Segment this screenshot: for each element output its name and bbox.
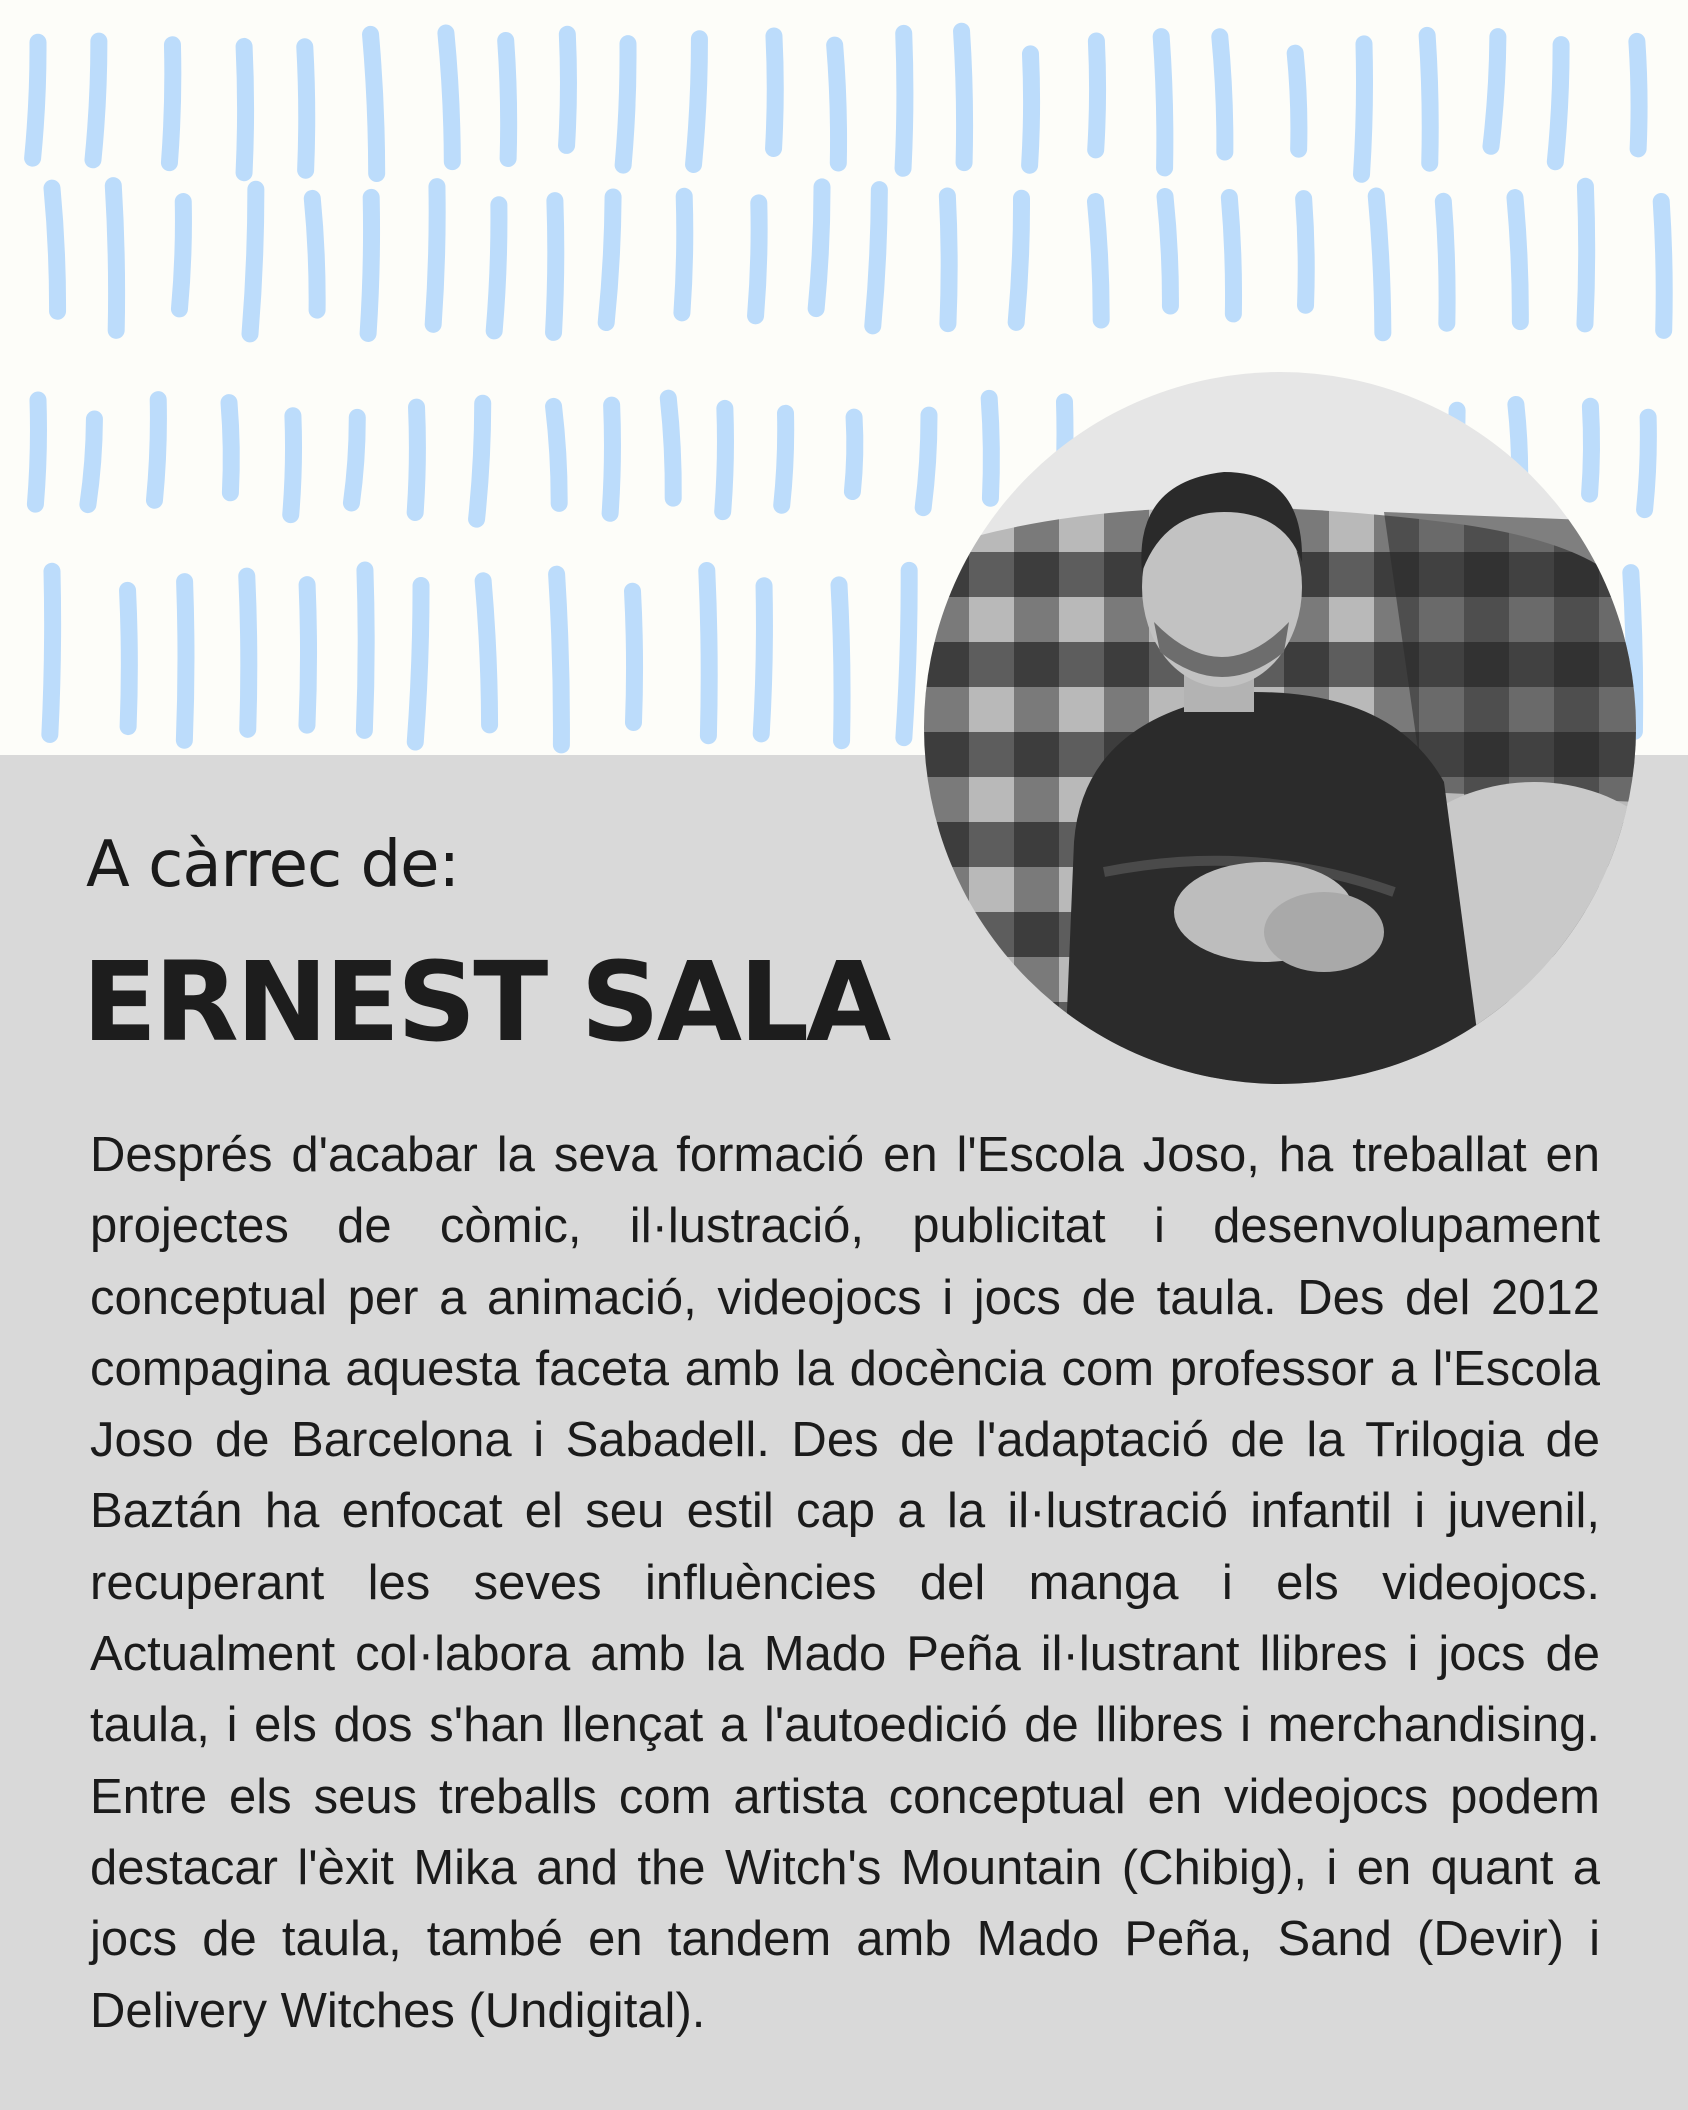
- brush-stroke: [1095, 202, 1101, 320]
- brush-stroke: [113, 186, 116, 331]
- brush-stroke: [903, 33, 905, 168]
- brush-stroke: [494, 205, 499, 331]
- brush-stroke: [682, 196, 685, 313]
- brush-stroke: [694, 39, 700, 165]
- brush-stroke: [557, 574, 562, 745]
- brush-stroke: [250, 189, 256, 334]
- brush-stroke: [229, 403, 231, 493]
- brush-stroke: [371, 34, 377, 173]
- brush-stroke: [433, 187, 437, 325]
- brush-stroke: [179, 202, 183, 309]
- brush-stroke: [668, 398, 673, 498]
- brush-stroke: [244, 46, 246, 172]
- brush-stroke: [364, 570, 366, 730]
- brush-stroke: [169, 45, 172, 163]
- brush-stroke: [947, 196, 949, 324]
- brush-stroke: [415, 407, 417, 512]
- brush-stroke: [1362, 44, 1365, 174]
- brush-stroke: [312, 198, 317, 310]
- brush-stroke: [707, 570, 709, 735]
- brush-stroke: [1295, 53, 1299, 149]
- brush-stroke: [1376, 196, 1383, 333]
- brush-stroke: [782, 413, 786, 505]
- brush-stroke: [88, 419, 95, 505]
- brush-stroke: [483, 581, 489, 725]
- brush-stroke: [567, 34, 569, 145]
- brush-stroke: [633, 591, 635, 722]
- brush-stroke: [291, 416, 294, 515]
- brush-stroke: [52, 188, 58, 311]
- brush-stroke: [1585, 186, 1587, 324]
- brush-stroke: [305, 47, 307, 170]
- brush-stroke: [1515, 198, 1520, 322]
- brush-stroke: [1491, 37, 1498, 147]
- brush-stroke: [128, 590, 130, 726]
- brush-stroke: [1661, 201, 1664, 330]
- brush-stroke: [477, 403, 483, 519]
- brush-stroke: [554, 406, 560, 503]
- brush-stroke: [756, 203, 760, 316]
- brush-stroke: [506, 40, 509, 158]
- brush-stroke: [904, 570, 909, 737]
- brush-stroke: [852, 417, 854, 491]
- brush-stroke: [307, 585, 309, 726]
- brush-stroke: [723, 408, 726, 511]
- subtitle-label: A càrrec de:: [86, 828, 460, 902]
- brush-stroke: [761, 586, 764, 734]
- brush-stroke: [1229, 197, 1233, 313]
- brush-stroke: [606, 197, 613, 323]
- brush-stroke: [351, 417, 357, 503]
- brush-stroke: [873, 190, 880, 326]
- brush-stroke: [184, 582, 186, 741]
- brush-stroke: [554, 201, 556, 333]
- brush-stroke: [835, 45, 839, 163]
- brush-stroke: [1165, 196, 1170, 306]
- brush-stroke: [154, 400, 158, 501]
- brush-stroke: [1161, 37, 1165, 168]
- brush-stroke: [1096, 41, 1098, 150]
- brush-stroke: [33, 42, 38, 158]
- brush-stroke: [1016, 198, 1021, 322]
- brush-stroke: [962, 31, 965, 162]
- brush-stroke: [623, 44, 628, 165]
- brush-stroke: [1304, 199, 1307, 306]
- brush-stroke: [1220, 37, 1225, 152]
- brush-stroke: [610, 405, 612, 513]
- brush-stroke: [446, 33, 452, 162]
- brush-stroke: [839, 585, 842, 741]
- brush-stroke: [50, 571, 53, 734]
- brush-stroke: [1030, 54, 1032, 165]
- brush-stroke: [415, 585, 421, 742]
- brush-stroke: [247, 576, 249, 729]
- biography-text: Després d'acabar la seva formació en l'Escola Joso, ha treballat en projectes de còmic, il·lustració, publicitat i desenvolupament conceptual per a animació, videojocs i jocs de taula. Des del 2012 compagina aquesta faceta amb la docència com professor a l'Escola Joso de Barcelona i Sabadell. Des de l'adaptació de la Trilogia de Baztán ha enfocat el seu estil cap a la il·lustració infantil i juvenil, recuperant les seves influències del manga i els videojocs. Actualment col·labora amb la Mado Peña il·lustrant llibres i jocs de taula, i els dos s'han llençat a l'autoedició de llibres i merchandising. Entre els seus treballs com artista conceptual en videojocs podem destacar l'èxit Mika and the Witch's Mountain (Chibig), i en quant a jocs de taula, també en tandem amb Mado Peña, Sand (Devir) i Delivery Witches (Undigital).: [90, 1128, 1600, 2038]
- brush-stroke: [1645, 417, 1649, 509]
- brush-stroke: [368, 197, 371, 333]
- brush-stroke: [1443, 201, 1447, 323]
- brush-stroke: [1427, 35, 1430, 163]
- brush-stroke: [774, 36, 776, 149]
- author-name: ERNEST SALA: [82, 938, 889, 1066]
- brush-stroke: [93, 41, 99, 160]
- brush-stroke: [35, 400, 38, 504]
- brush-stroke: [816, 187, 822, 309]
- brush-stroke: [1637, 41, 1639, 148]
- author-portrait: [924, 372, 1636, 1084]
- brush-stroke: [1555, 45, 1561, 162]
